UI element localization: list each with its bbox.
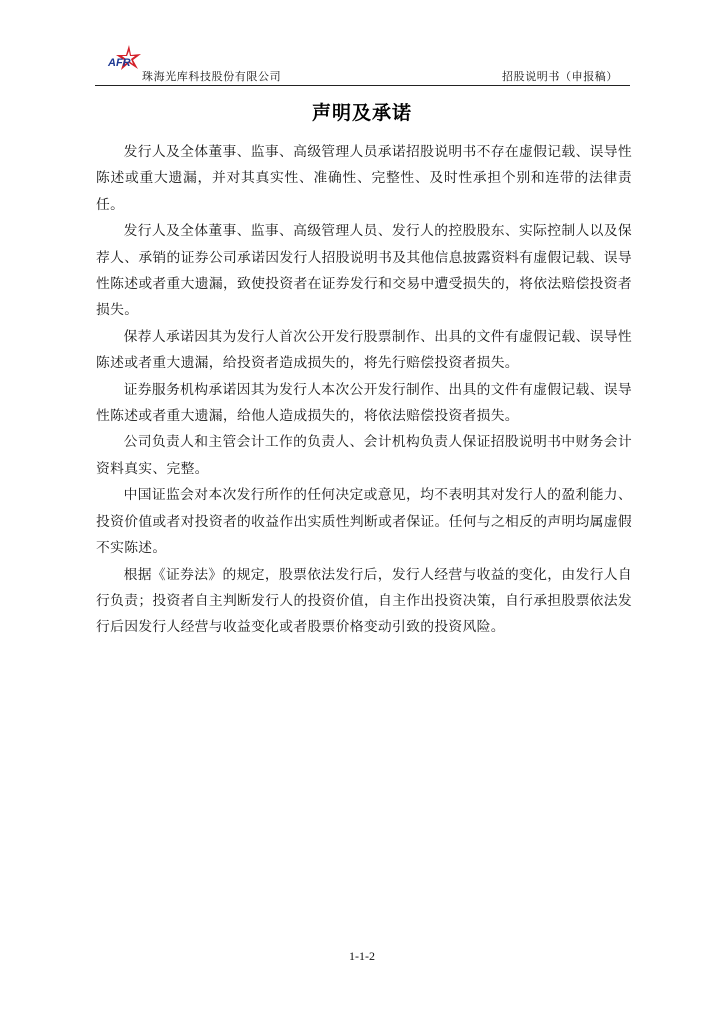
statement-body — [96, 139, 632, 641]
company-logo — [107, 44, 147, 78]
paragraph-4: 证券服务机构承诺因其为发行人本次公开发行制作、出具的文件有虚假记载、误导性陈述或者重大遗漏，给他人造成损失的，将依法赔偿投资者损失。 — [96, 381, 632, 425]
paragraph-6: 中国证监会对本次发行所作的任何决定或意见，均不表明其对发行人的盈利能力、投资价值或者对投资者的收益作出实质性判断或者保证。任何与之相反的声明均属虚假不实陈述。 — [96, 487, 632, 557]
page-header — [95, 44, 630, 84]
paragraph-7: 根据《证券法》的规定，股票依法发行后，发行人经营与收益的变化，由发行人自行负责；投资者自主判断发行人的投资价值，自主作出投资决策，自行承担股票依法发行后因发行人经营与收益变化或者股票价格变动引致的投资风险。 — [96, 566, 632, 636]
logo-text: AFR — [108, 57, 131, 69]
document-type: 招股说明书（申报稿） — [502, 70, 618, 83]
page-title: 声明及承诺 — [311, 102, 412, 124]
paragraph-5: 公司负责人和主管会计工作的负责人、会计机构负责人保证招股说明书中财务会计资料真实、完整。 — [96, 434, 632, 477]
paragraph-2: 发行人及全体董事、监事、高级管理人员、发行人的控股股东、实际控制人以及保荐人、承销的证券公司承诺因发行人招股说明书及其他信息披露资料有虚假记载、误导性陈述或者重大遗漏，致使投资者在证券发行和交易中遭受损失的，将依法赔偿投资者损失。 — [96, 223, 632, 319]
paragraph-3: 保荐人承诺因其为发行人首次公开发行股票制作、出具的文件有虚假记载、误导性陈述或者重大遗漏，给投资者造成损失的，将先行赔偿投资者损失。 — [96, 328, 632, 372]
company-name: 珠海光库科技股份有限公司 — [142, 70, 282, 83]
paragraph-1: 发行人及全体董事、监事、高级管理人员承诺招股说明书不存在虚假记载、误导性陈述或重大遗漏，并对其真实性、准确性、完整性、及时性承担个别和连带的法律责任。 — [96, 144, 632, 213]
page-number: 1-1-2 — [349, 949, 375, 963]
header-divider — [95, 85, 630, 86]
